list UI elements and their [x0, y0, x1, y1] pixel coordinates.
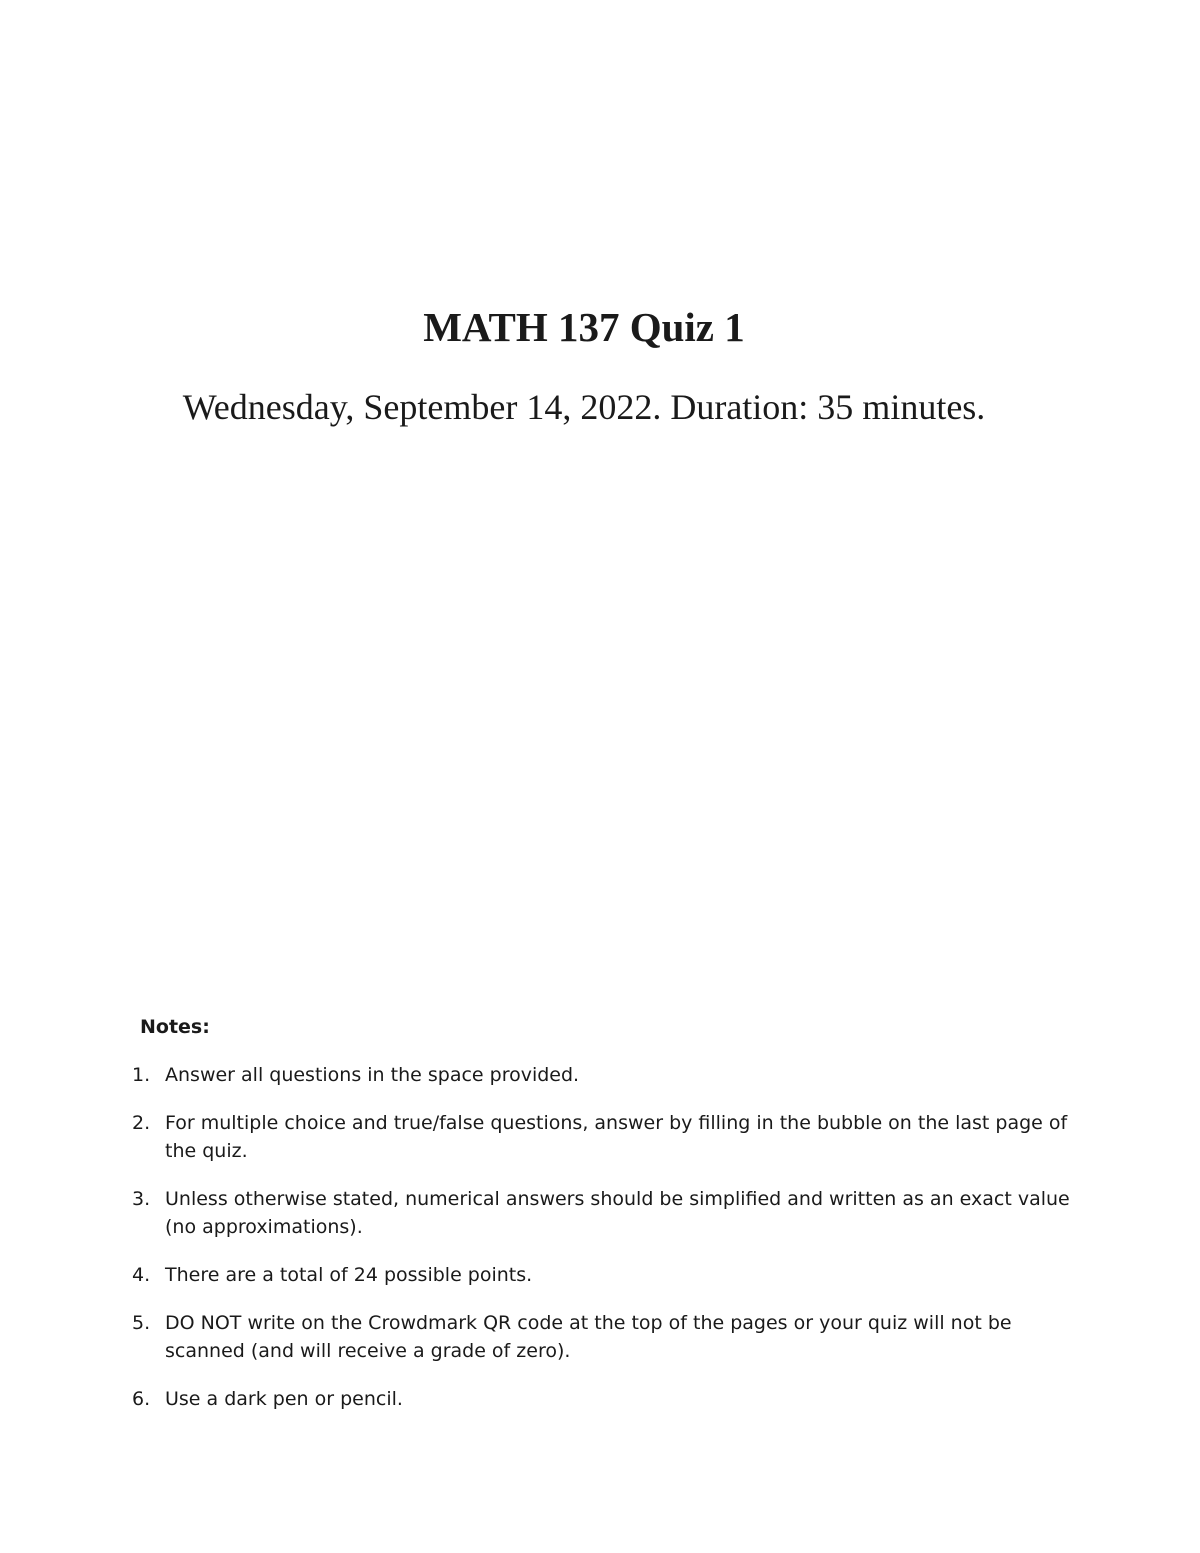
note-text: Use a dark pen or pencil.	[165, 1388, 403, 1410]
notes-list	[132, 1061, 1072, 1413]
note-number: 4.	[132, 1264, 151, 1286]
quiz-title: MATH 137 Quiz 1	[423, 304, 745, 350]
note-item	[132, 1309, 1072, 1365]
note-item	[132, 1261, 1072, 1289]
note-number: 6.	[132, 1388, 151, 1410]
note-item	[132, 1385, 1072, 1413]
quiz-date-duration: Wednesday, September 14, 2022. Duration: 35 minutes.	[182, 387, 986, 427]
note-number: 2.	[132, 1112, 151, 1134]
note-text: There are a total of 24 possible points.	[165, 1264, 533, 1286]
note-text: DO NOT write on the Crowdmark QR code at the top of the pages or your quiz will not be scanned (and will receive a grade of zero).	[165, 1312, 1012, 1362]
note-number: 5.	[132, 1312, 151, 1334]
note-number: 1.	[132, 1064, 151, 1086]
note-item	[132, 1061, 1072, 1089]
notes-section	[132, 1013, 1072, 1433]
note-text: Answer all questions in the space provided.	[165, 1064, 580, 1086]
note-number: 3.	[132, 1188, 151, 1210]
note-text: Unless otherwise stated, numerical answers should be simplified and written as an exact value (no approximations).	[165, 1188, 1070, 1238]
note-item	[132, 1185, 1072, 1241]
note-text: For multiple choice and true/false questions, answer by filling in the bubble on the last page of the quiz.	[165, 1112, 1068, 1162]
notes-heading: Notes:	[140, 1016, 210, 1038]
note-item	[132, 1109, 1072, 1165]
